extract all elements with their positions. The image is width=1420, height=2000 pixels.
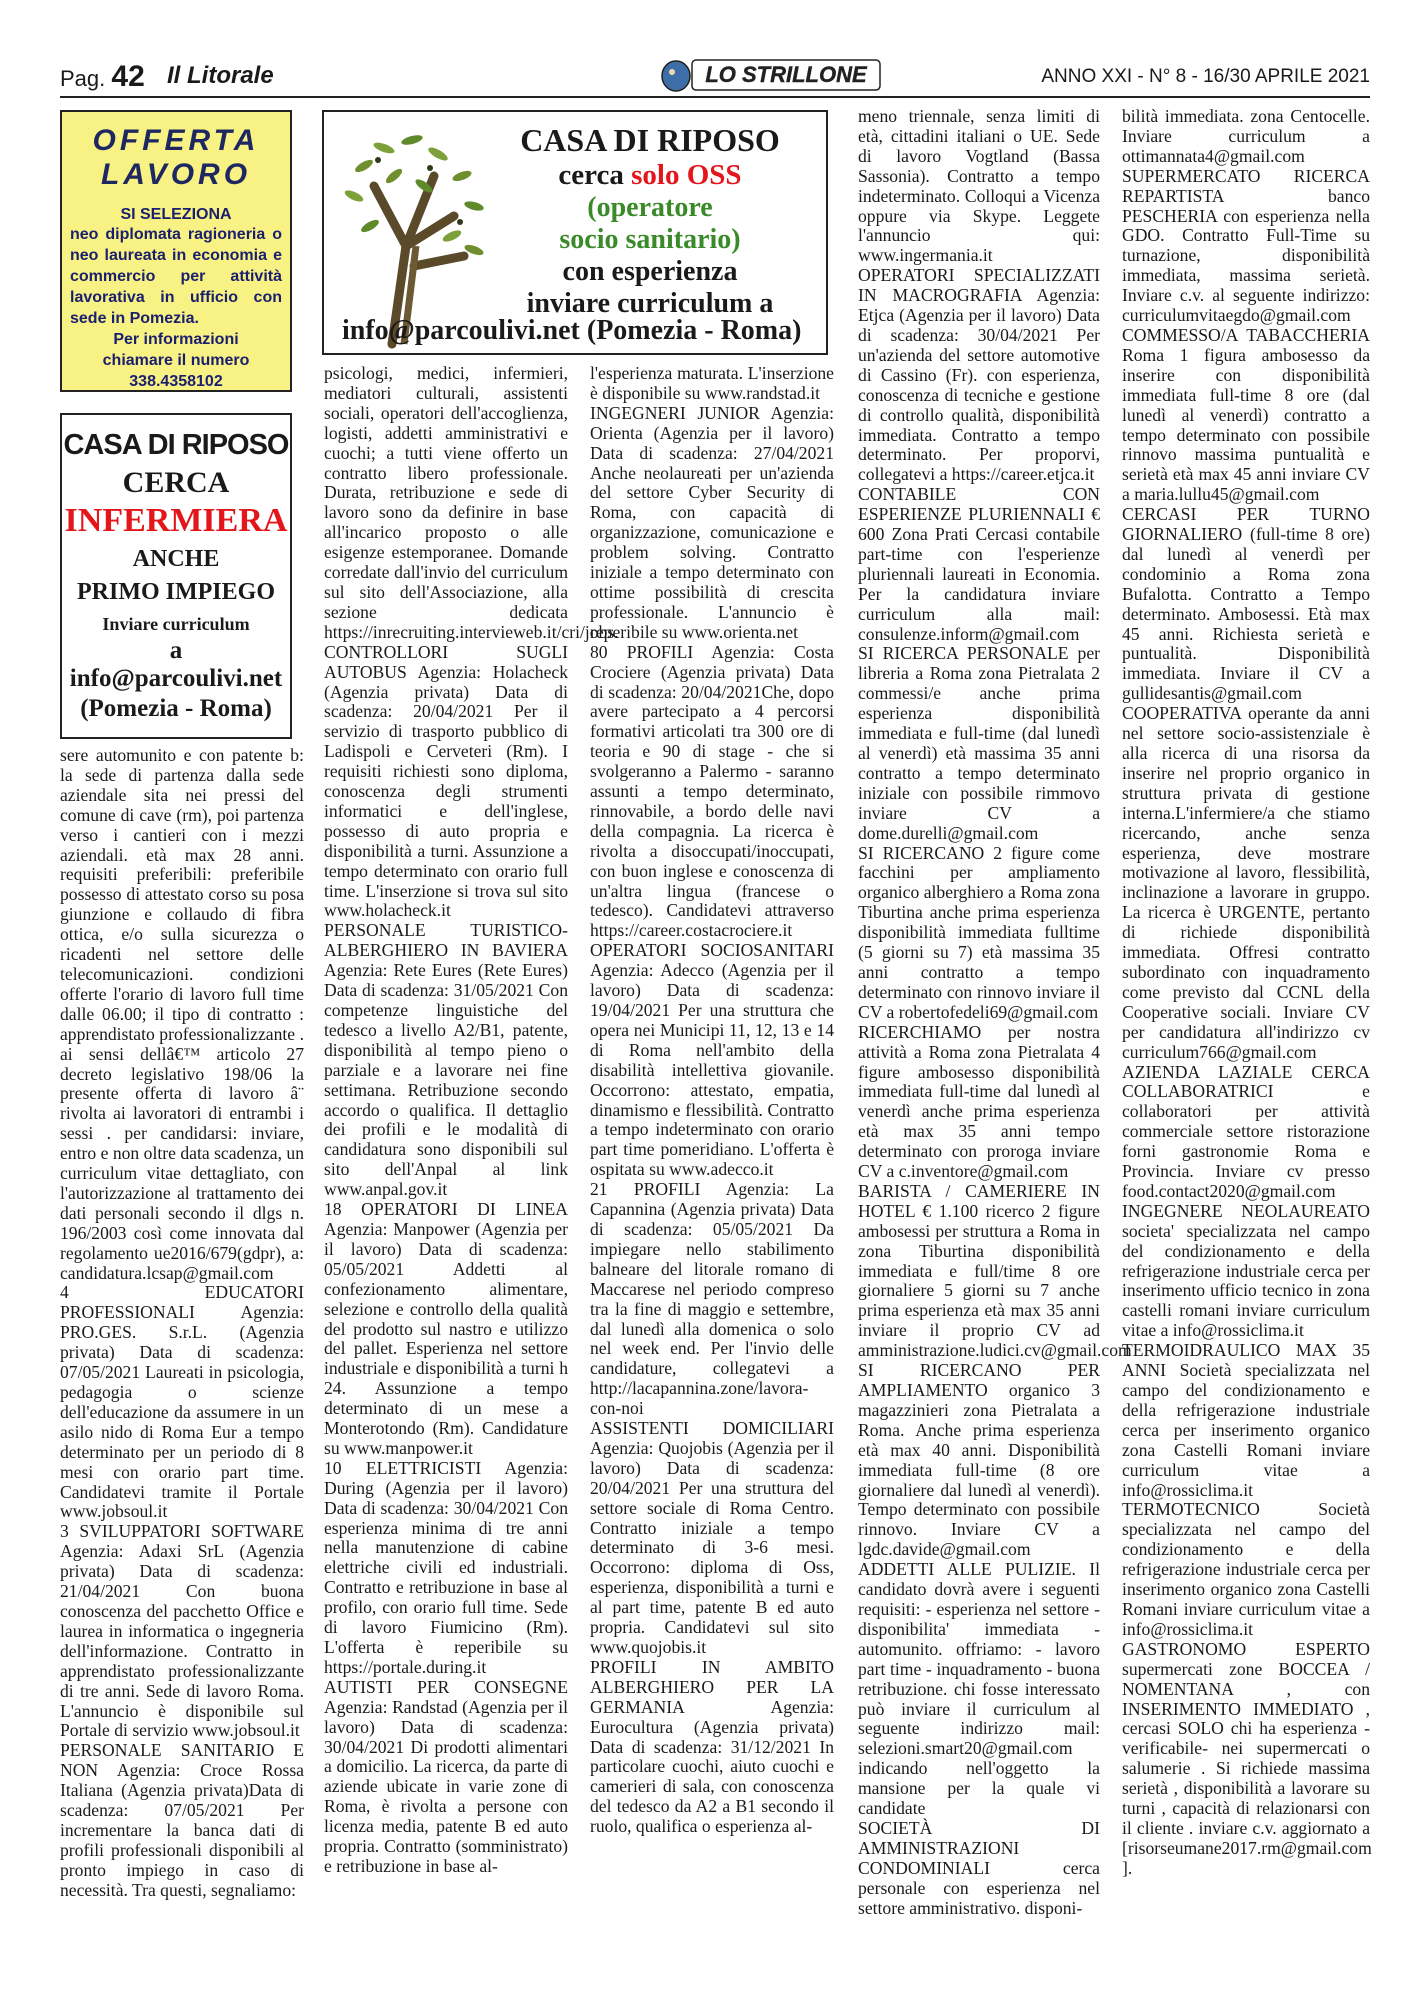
ad-infermiera — [60, 413, 292, 739]
ad-line-highlight: INFERMIERA — [64, 502, 288, 539]
listing-paragraph: GASTRONOMO ESPERTO supermercati zone BOCCEA / NOMENTANA , con INSERIMENTO IMMEDIATO , cercasi SOLO chi ha esperienza - verificabile- nei supermercati o salumerie . Si richiede massima serietà , disponibilità a lavorare su turni , capacità di relazionarsi con il cliente . inviare c.v. aggiornato a [risorseumane2017.rm@gmail.com ]. — [1122, 1638, 1372, 1878]
ad-text — [474, 122, 826, 320]
listing-paragraph: TERMOTECNICO Società specializzata nel campo del condizionamento e della refrigerazione industriale cerca per inserimento organico zona Castelli Romani inviare curriculum vitae a info@rossiclima.it — [1122, 1499, 1370, 1639]
lo-strillone-logo — [658, 52, 884, 96]
listing-paragraph: OPERATORI SPECIALIZZATI IN MACROGRAFIA Agenzia: Etjca (Agenzia per il lavoro) Data di scadenza: 30/04/2021 Per un'azienda del settore automotive di Cassino (Fr). con esperienza, conoscenza di tecniche e gestione di controllo qualità, disponibilità immediata. Contratto a tempo determinato. Per proporvi, collegatevi a https://career.etjca.it — [858, 265, 1100, 485]
ad-line: Inviare curriculum — [102, 614, 250, 634]
ad-line: inviare curriculum a — [526, 288, 774, 319]
listing-paragraph: ASSISTENTI DOMICILIARI Agenzia: Quojobis (Agenzia per il lavoro) Data di scadenza: 20/04/2021 Per una struttura del settore sociale di Roma Centro. Contratto iniziale a tempo determinato di 3-6 mesi. Occorrono: diploma di Oss, esperienza, disponibilità a turni e al part time, patente B ed auto propria. Candidatevi sul sito www.quojobis.it — [590, 1418, 834, 1657]
listing-paragraph: PERSONALE SANITARIO E NON Agenzia: Croce Rossa Italiana (Agenzia privata)Data di scadenza: 07/05/2021 Per incrementare la banca dati di profili professionali disponibili al pronto impiego in caso di necessità. Tra questi, segnaliamo: — [60, 1740, 304, 1900]
page-header — [60, 58, 1370, 98]
listing-paragraph: SUPERMERCATO RICERCA REPARTISTA banco PESCHERIA con esperienza nella GDO. Contratto Full-Time su turnazione, disponibilità immediata, massima serietà. Inviare c.v. al seguente indirizzo: curriculumvitaegdo@gmail.com — [1122, 165, 1370, 326]
ad-line: (operatore — [587, 192, 713, 223]
ad-title: OFFERTA LAVORO — [92, 124, 260, 191]
listing-paragraph: COMMESSO/A TABACCHERIA Roma 1 figura ambosesso da inserire con disponibilità immediata full-time 8 ore (dal lunedì al venerdì) contratto a tempo determinato con possibile rinnovo massima puntualità e serietà età max 45 anni inviare CV a maria.lullu45@gmail.com — [1122, 324, 1370, 505]
listing-paragraph: SOCIETÀ DI AMMINISTRAZIONI CONDOMINIALI cerca personale con esperienza nel settore amministrativo. disponi- — [858, 1817, 1100, 1918]
issue-info: ANNO XXI - N° 8 - 16/30 APRILE 2021 — [1041, 66, 1370, 87]
ad-subtitle: SI SELEZIONA — [120, 206, 232, 223]
listing-paragraph: bilità immediata. zona Centocelle. Inviare curriculum a ottimannata4@gmail.com — [1122, 106, 1370, 166]
publication-title: Il Litorale — [167, 62, 274, 89]
listing-paragraph: CONTABILE CON ESPERIENZE PLURIENNALI € 600 Zona Prati Cercasi contabile part-time con l'esperienze pluriennali laureati in Economia. Per la candidatura inviare curriculum alla mail: consulenze.inform@gmail.com — [858, 484, 1100, 644]
listing-paragraph: AZIENDA LAZIALE CERCA COLLABORATRICI e collaboratori per attività commerciale settore ristorazione forni gastronomie Roma e Provincia. Inviare cv presso food.contact2020@gmail.com — [1122, 1061, 1370, 1201]
ad-line: socio sanitario) — [559, 224, 741, 255]
listing-paragraph: 4 EDUCATORI PROFESSIONALI Agenzia: PRO.GES. S.r.L. (Agenzia privata) Data di scadenza: 07/05/2021 Laureati in psicologia, pedagogia o scienze dell'educazione da assumere in un asilo nido di Roma Eur a tempo determinato per un periodo di 8 mesi con orario part time. Candidatevi tramite il Portale www.jobsoul.it — [60, 1282, 304, 1522]
ad-email: info@parcoulivi.net (Pomezia - Roma) — [342, 315, 802, 346]
text-column-4 — [858, 106, 1132, 1976]
listing-paragraph: RICERCHIAMO per nostra attività a Roma zona Pietralata 4 figure ambosesso disponibilità immediata full-time dal lunedì al venerdì anche prima esperienza età max 35 anni tempo determinato con proroga inviare CV a c.inventore@gmail.com — [858, 1021, 1100, 1182]
listing-paragraph: 10 ELETTRICISTI Agenzia: During (Agenzia per il lavoro) Data di scadenza: 30/04/2021 Con esperienza minima di tre anni nella manutenzione di cabine elettriche civili ed industriali. Contratto e retribuzione in base al profilo, con orario full time. Sede di lavoro Fiumicino (Rm). L'offerta è reperibile su https://portale.during.it — [324, 1457, 568, 1677]
listing-paragraph: PERSONALE TURISTICO-ALBERGHIERO IN BAVIERA Agenzia: Rete Eures (Rete Eures) Data di scadenza: 31/05/2021 Con competenze linguistiche del tedesco a livello A2/B1, patente, disponibilità al tempo pieno o parziale e a lavorare nei fine settimana. Retribuzione secondo accordo o qualifica. Il dettaglio dei profili e le modalità di candidatura sono disponibili sul sito dell'Anpal al link www.anpal.gov.it — [324, 920, 568, 1200]
ad-line: PRIMO IMPIEGO — [77, 579, 275, 605]
text-column-1 — [60, 746, 304, 1976]
ad-email: a info@parcoulivi.net — [69, 637, 283, 692]
text-column-3 — [590, 364, 834, 1976]
listing-paragraph: INGEGNERI JUNIOR Agenzia: Orienta (Agenzia per il lavoro) Data di scadenza: 27/04/2021 Anche neolaureati per un'azienda del settore Cyber Security di Roma, con capacità di organizzazione, comunicazione e problem solving. Contratto iniziale a tempo determinato con ottime possibilità di crescita professionale. L'annuncio è reperibile su www.orienta.net — [590, 402, 834, 642]
listing-paragraph: SI RICERCANO 2 figure come facchini per ampliamento organico alberghiero a Roma zona Tiburtina anche prima esperienza disponibilità immediata fulltime (5 giorni su 7) età massima 35 anni contratto a tempo determinato con rinnovo inviare il CV a robertofedeli69@gmail.com — [858, 842, 1100, 1022]
listing-paragraph: PROFILI IN AMBITO ALBERGHIERO PER LA GERMANIA Agenzia: Eurocultura (Agenzia privata) Data di scadenza: 31/12/2021 In particolare cuochi, aiuto cuochi e camerieri di sala, con conoscenza del tedesco da A2 a B1 secondo il ruolo, qualifica o esperienza al- — [590, 1656, 834, 1837]
ad-offerta-lavoro — [60, 110, 292, 392]
text-column-5 — [1122, 107, 1370, 1976]
listing-paragraph: AUTISTI PER CONSEGNE Agenzia: Randstad (Agenzia per il lavoro) Data di scadenza: 30/04/2021 Di prodotti alimentari a domicilio. La ricerca, da parte di aziende ubicate in varie zone di Roma, è rivolta a persone con licenza media, patente B ed auto propria. Contratto (somministrato) e retribuzione in base al- — [324, 1676, 568, 1876]
listing-paragraph: l'esperienza maturata. L'inserzione è disponibile su www.randstad.it — [590, 363, 834, 403]
ad-line: cerca solo OSS — [558, 159, 742, 191]
listing-paragraph: SI RICERCA PERSONALE per libreria a Roma zona Pietralata 2 commessi/e anche prima esperienza disponibilità immediata e full-time (dal lunedì al venerdì) età massima 35 anni contratto a tempo determinato iniziale con possibile rimmovo inviare CV a dome.durelli@gmail.com — [858, 643, 1100, 843]
listing-paragraph: SI RICERCANO PER AMPLIAMENTO organico 3 magazzinieri zona Pietralata a Roma. Anche prima esperienza età max 40 anni. Disponibilità immediata full-time (8 ore giornaliere dal lunedì al venerdì). Tempo determinato con possibile rinnovo. Inviare CV a lgdc.davide@gmail.com — [858, 1360, 1100, 1560]
listing-paragraph: meno triennale, senza limiti di età, cittadini italiani o UE. Sede di lavoro Vogtland (Bassa Sassonia). Contratto a tempo indeterminato. Colloqui a Vicenza oppure via Skype. Leggete l'annuncio qui: www.ingermania.it — [858, 106, 1100, 266]
listing-paragraph: 3 SVILUPPATORI SOFTWARE Agenzia: Adaxi SrL (Agenzia privata) Data di scadenza: 21/04/2021 Con buona conoscenza del pacchetto Office e laurea in informatica o ingegneria dell'informazione. Contratto in apprendistato professionalizzante di tre anni. Sede di lavoro Roma. L'annuncio è disponibile sul Portale di servizio www.jobsoul.it — [60, 1521, 304, 1741]
listing-paragraph: COOPERATIVA operante da anni nel settore socio-assistenziale è alla ricerca di una risorsa da inserire nel proprio organico in struttura privata di gestione interna.L'infermiere/a che stiamo ricercando, anche senza esperienza, deve mostrare motivazione al lavoro, flessibilità, inclinazione a lavorare in gruppo. La ricerca è URGENTE, pertanto di richiede disponibilità immediata. Offresi contratto subordinato con inquadramento come previsto dal CCNL della Cooperative sociali. Inviare CV per candidatura all'indirizzo cv curriculum766@gmail.com — [1122, 703, 1370, 1062]
ad-body: neo diplomata ragioneria o neo laureata in economia e commercio per attività lavorativa in ufficio con sede in Pomezia. — [70, 226, 282, 327]
listing-paragraph: CERCASI PER TURNO GIORNALIERO (full-time 8 ore) dal lunedì al venerdì per condominio a Roma zona Bufalotta. Contratto a Tempo determinato. Ambosessi. Età max 45 anni. Richiesta serietà e puntualità. Disponibilità immediata. Inviare il CV a gullidesantis@gmail.com — [1122, 504, 1370, 704]
ad-line: CERCA — [122, 466, 230, 499]
listing-paragraph: 80 PROFILI Agenzia: Costa Crociere (Agenzia privata) Data di scadenza: 20/04/2021Che, dopo avere partecipato a 4 percorsi formativi articolati tra 300 ore di teoria e 90 di stage - che si svolgeranno a Palermo - saranno assunti a tempo determinato, rinnovabile, a bordo delle navi della compagnia. La ricerca è rivolta a disoccupati/inoccupati, con buon inglese e conoscenza di un'altra lingua (francese o tedesco). Candidatevi attraverso https://career.costacrociere.it — [590, 641, 834, 941]
listing-paragraph: ADDETTI ALLE PULIZIE. Il candidato dovrà avere i seguenti requisiti: - esperienza nel settore - disponibilita' immediata - automunito. offriamo: - lavoro part time - inquadramento - buona retribuzione. chi fosse interessato può inviare il curriculum al seguente indirizzo mail: selezioni.smart20@gmail.com indicando nell'oggetto la mansione per la quale vi candidate — [858, 1559, 1100, 1819]
logo-text: LO STRILLONE — [705, 62, 867, 87]
listing-paragraph: psicologi, medici, infermieri, mediatori culturali, assistenti sociali, operatori dell'accoglienza, logisti, addetti amministrativi e cuochi; a tutti viene offerto un contratto libero professionale. Durata, retribuzione e sede di lavoro sono da definire in base all'incarico proposto o alle esigenze estemporanee. Domande corredate dall'invio del curriculum sul sito dell'Associazione, alla sezione dedicata https://inrecruiting.intervieweb.it/cri/jobs. — [324, 363, 619, 642]
listing-paragraph: 18 OPERATORI DI LINEA Agenzia: Manpower (Agenzia per il lavoro) Data di scadenza: 05/05/2021 Addetti al confezionamento alimentare, selezione e controllo della qualità del prodotto sul nastro e utilizzo del pallet. Esperienza nel settore industriale e disponibilità a turni h 24. Assunzione a tempo determinato di un mese a Monterotondo (Rm). Candidature su www.manpower.it — [324, 1199, 568, 1458]
listing-paragraph: CONTROLLORI SUGLI AUTOBUS Agenzia: Holacheck (Agenzia privata) Data di scadenza: 20/04/2021 Per il servizio di trasporto pubblico di Ladispoli e Cerveteri (Rm). I requisiti richiesti sono diploma, conoscenza degli strumenti informatici e dell'inglese, possesso di auto propria e disponibilità a turni. Assunzione a tempo determinato con orario full time. L'inserzione si trova sul sito www.holacheck.it — [324, 641, 568, 921]
ad-line: con esperienza — [562, 256, 738, 287]
text-column-2 — [324, 363, 619, 1976]
ad-oss — [322, 110, 828, 355]
listing-paragraph: BARISTA / CAMERIERE IN HOTEL € 1.100 ricerco 2 figure ambosessi per struttura a Roma in zona Tiburtina disponibilità immediata e full/time 8 ore giornaliere 5 giorni su 7 anche prima esperienza età max 35 anni inviare il proprio CV ad amministrazione.ludici.cv@gmail.com — [858, 1180, 1132, 1361]
listing-paragraph: sere automunito e con patente b: la sede di partenza dalla sede aziendale sita nei pressi del comune di cave (rm), poi partenza verso i cantieri con i mezzi aziendali. età max 28 anni. requisiti preferibili: preferibile possesso di attestato corso su posa giunzione e collaudo di fibra ottica, e/o sulla sicurezza o ricadenti nel settore delle telecomunicazioni. condizioni offerte l'orario di lavoro full time dalle 06.00; il tipo di contratto : apprendistato professionalizzante . ai sensi dellâ€™ articolo 27 decreto legislativo 198/06 la presente offerta di lavoro â¨ rivolta ai lavoratori di entrambi i sessi . per candidarsi: inviare, entro e non oltre data scadenza, un curriculum vitae dettagliato, con l'autorizzazione al trattamento dei dati personali secondo il dlgs n. 196/2003 così come innovata dal regolamento ue2016/679(gdpr), a: candidatura.lcsap@gmail.com — [60, 745, 304, 1283]
listing-paragraph: OPERATORI SOCIOSANITARI Agenzia: Adecco (Agenzia per il lavoro) Data di scadenza: 19/04/2021 Per una struttura che opera nei Municipi 11, 12, 13 e 14 di Roma nell'ambito della disabilità intellettiva giovanile. Occorrono: attestato, empatia, dinamismo e flessibilità. Contratto a tempo indeterminato con orario part time pomeridiano. L'offerta è ospitata su www.adecco.it — [590, 940, 834, 1180]
olive-tree-icon — [334, 126, 490, 344]
ad-line: CASA DI RIPOSO — [520, 122, 780, 158]
listing-paragraph: INGEGNERE NEOLAUREATO societa' specializzata nel campo del condizionamento e della refrigerazione industriale cerca per inserimento ufficio tecnico in zona castelli romani inviare curriculum vitae a info@rossiclima.it — [1122, 1200, 1370, 1341]
listing-paragraph: 21 PROFILI Agenzia: La Capannina (Agenzia privata) Data di scadenza: 05/05/2021 Da impiegare nello stabilimento balneare del litorale romano di Maccarese nel periodo compreso tra la fine di maggio e settembre, dal lunedì alla domenica o solo nel week end. Per l'invio delle candidature, collegatevi a http://lacapannina.zone/lavora-con-noi — [590, 1179, 834, 1419]
page-number: Pag. 42 — [60, 60, 145, 93]
ad-phone: 338.4358102 — [129, 373, 223, 390]
ad-line: CASA DI RIPOSO — [63, 429, 289, 461]
ad-line: ANCHE — [132, 546, 220, 572]
ad-location: (Pomezia - Roma) — [80, 695, 272, 722]
listing-paragraph: TERMOIDRAULICO MAX 35 ANNI Società specializzata nel campo del condizionamento e della refrigerazione industriale cerca per inserimento organico zona Castelli Romani inviare curriculum vitae a info@rossiclima.it — [1122, 1340, 1370, 1500]
ad-contact-1: Per informazioni — [113, 331, 239, 348]
ad-contact-2: chiamare il numero — [102, 352, 250, 369]
